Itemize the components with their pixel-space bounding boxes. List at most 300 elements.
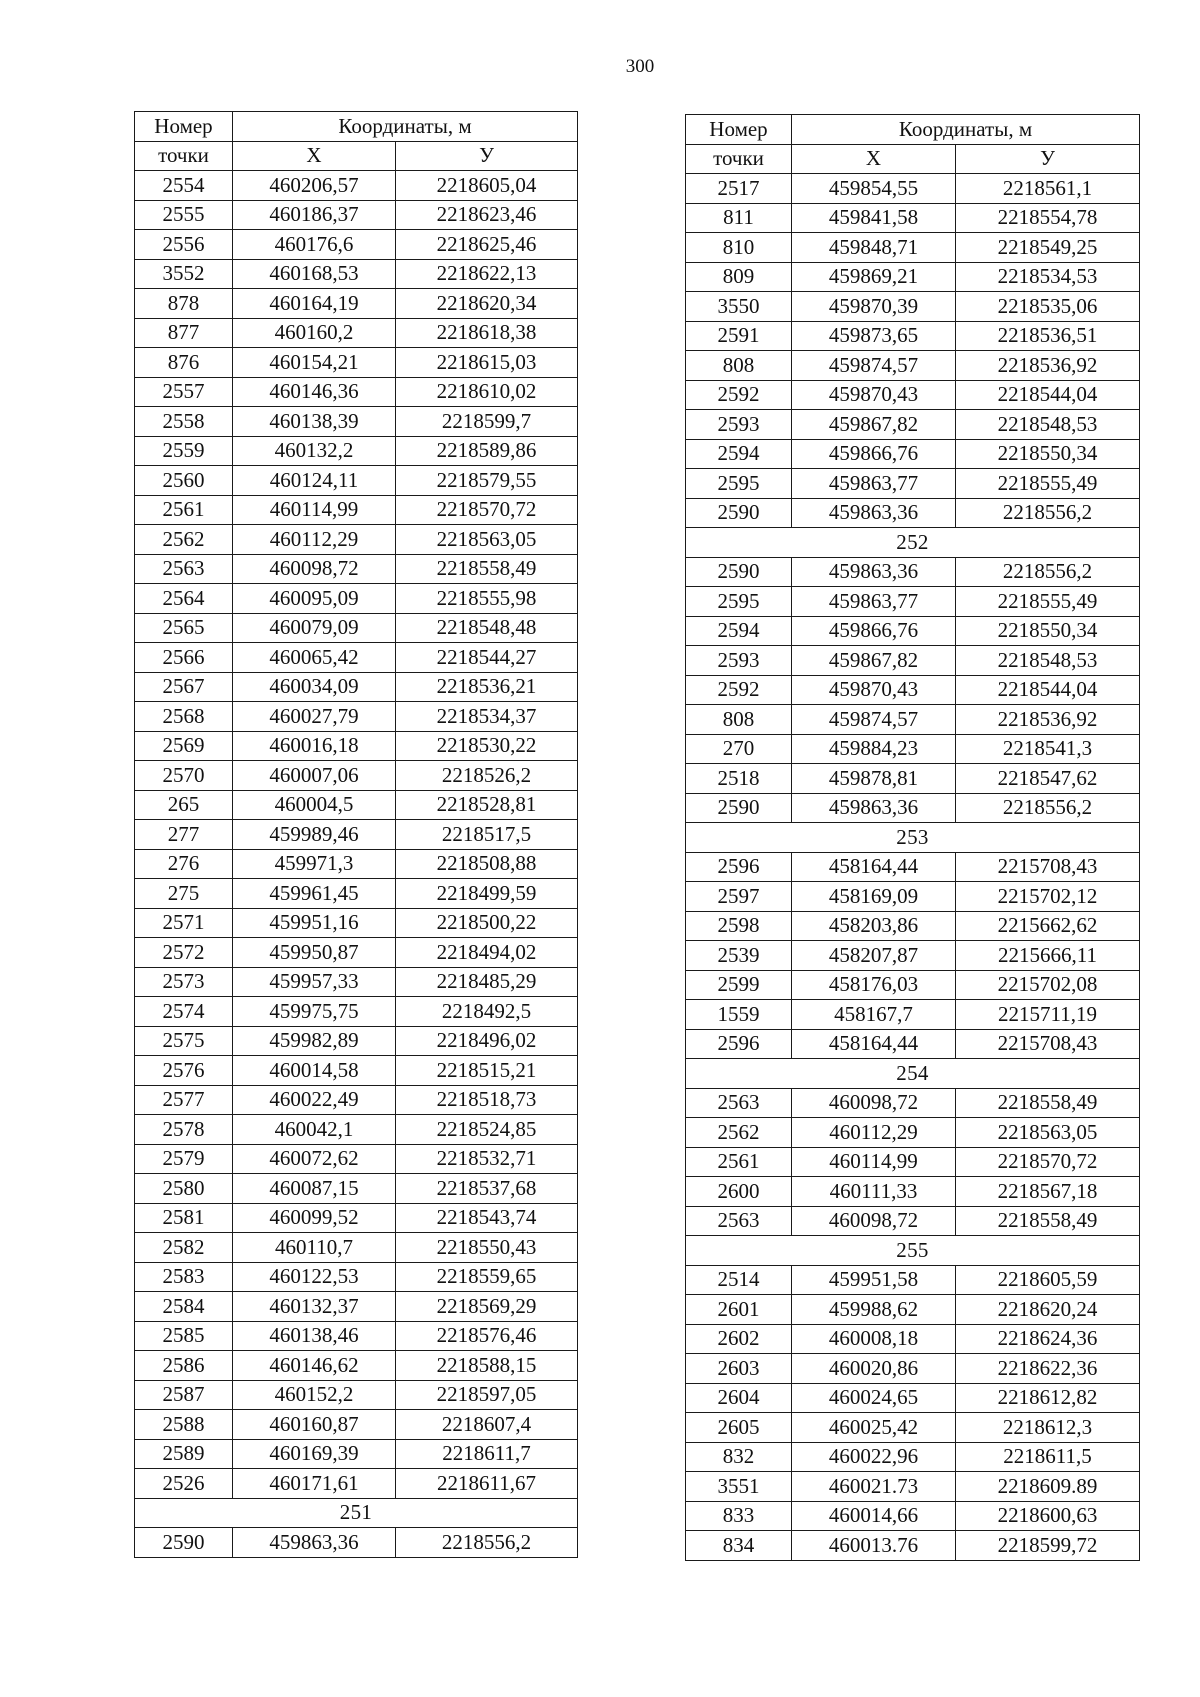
table-row [135,879,578,909]
y-column-header: У [396,141,578,171]
x-coordinate: 458169,09 [792,882,956,912]
x-coordinate: 458176,03 [792,970,956,1000]
y-coordinate: 2218558,49 [396,554,578,584]
point-number: 877 [135,318,233,348]
point-number: 2594 [686,616,792,646]
y-coordinate: 2218550,43 [396,1233,578,1263]
y-coordinate: 2218544,27 [396,643,578,673]
point-number: 2579 [135,1144,233,1174]
y-coordinate: 2218534,53 [956,262,1140,292]
table-row [135,1144,578,1174]
point-number: 2581 [135,1203,233,1233]
x-coordinate: 460112,29 [233,525,396,555]
table-row [686,1206,1140,1236]
table-row [686,1000,1140,1030]
y-coordinate: 2218508,88 [396,849,578,879]
x-coordinate: 460042,1 [233,1115,396,1145]
x-coordinate: 460112,29 [792,1118,956,1148]
table-row [135,1351,578,1381]
x-coordinate: 458164,44 [792,852,956,882]
x-coordinate: 459989,46 [233,820,396,850]
point-number: 2554 [135,171,233,201]
table-row [135,1380,578,1410]
table-row [686,233,1140,263]
table-row [686,292,1140,322]
x-coordinate: 460146,62 [233,1351,396,1381]
y-coordinate: 2218599,7 [396,407,578,437]
point-number: 2576 [135,1056,233,1086]
table-row [686,262,1140,292]
x-coordinate: 460013.76 [792,1531,956,1561]
y-coordinate: 2218544,04 [956,380,1140,410]
y-coordinate: 2218534,37 [396,702,578,732]
table-row [135,967,578,997]
table-row [135,1292,578,1322]
header-row [686,115,1140,145]
point-number: 2584 [135,1292,233,1322]
x-coordinate: 460016,18 [233,731,396,761]
point-number-header: Номер [135,112,233,142]
table-row [135,790,578,820]
section-row [686,528,1140,558]
section-row [686,1059,1140,1089]
y-coordinate: 2218563,05 [956,1118,1140,1148]
point-number: 2590 [686,498,792,528]
table-row [135,938,578,968]
coordinates-body [686,174,1140,1561]
point-number: 2580 [135,1174,233,1204]
x-coordinate: 459950,87 [233,938,396,968]
point-number: 2583 [135,1262,233,1292]
point-number: 2559 [135,436,233,466]
x-coordinate: 460034,09 [233,672,396,702]
y-coordinate: 2218579,55 [396,466,578,496]
point-number: 2598 [686,911,792,941]
y-coordinate: 2218494,02 [396,938,578,968]
y-coordinate: 2218605,04 [396,171,578,201]
x-coordinate: 459873,65 [792,321,956,351]
point-number: 2569 [135,731,233,761]
y-coordinate: 2218605,59 [956,1265,1140,1295]
point-number: 2603 [686,1354,792,1384]
table-row [135,525,578,555]
coordinates-body [135,171,578,1558]
table-row [135,1026,578,1056]
point-number: 3552 [135,259,233,289]
x-coordinate: 460111,33 [792,1177,956,1207]
x-column-header: X [233,141,396,171]
table-row [135,1233,578,1263]
point-number: 2574 [135,997,233,1027]
point-number: 2605 [686,1413,792,1443]
point-number: 2575 [135,1026,233,1056]
y-coordinate: 2218541,3 [956,734,1140,764]
point-number: 2590 [135,1528,233,1558]
x-coordinate: 459867,82 [792,410,956,440]
table-row [686,1442,1140,1472]
table-row [686,1324,1140,1354]
x-column-header: X [792,144,956,174]
section-row [135,1498,578,1528]
y-coordinate: 2218610,02 [396,377,578,407]
point-number: 3550 [686,292,792,322]
point-number: 2564 [135,584,233,614]
y-coordinate: 2218544,04 [956,675,1140,705]
coordinates-table-left [134,111,578,1558]
x-coordinate: 460206,57 [233,171,396,201]
point-number-header: Номер [686,115,792,145]
table-row [135,672,578,702]
x-coordinate: 460164,19 [233,289,396,319]
x-coordinate: 460169,39 [233,1439,396,1469]
table-row [686,1472,1140,1502]
point-number: 2572 [135,938,233,968]
x-coordinate: 460014,66 [792,1501,956,1531]
table-row [686,1118,1140,1148]
point-number: 808 [686,705,792,735]
y-coordinate: 2218500,22 [396,908,578,938]
y-coordinate: 2218530,22 [396,731,578,761]
x-coordinate: 460027,79 [233,702,396,732]
table-row [686,174,1140,204]
x-coordinate: 460098,72 [233,554,396,584]
table-row [686,1383,1140,1413]
point-number: 2593 [686,410,792,440]
y-coordinate: 2218556,2 [396,1528,578,1558]
x-coordinate: 460176,6 [233,230,396,260]
y-coordinate: 2218612,3 [956,1413,1140,1443]
y-coordinate: 2218537,68 [396,1174,578,1204]
x-coordinate: 459867,82 [792,646,956,676]
point-number: 2555 [135,200,233,230]
table-row [135,702,578,732]
x-coordinate: 460160,2 [233,318,396,348]
point-number: 2566 [135,643,233,673]
x-coordinate: 460110,7 [233,1233,396,1263]
y-coordinate: 2218620,34 [396,289,578,319]
point-number: 811 [686,203,792,233]
table-row [686,646,1140,676]
table-row [686,498,1140,528]
x-coordinate: 460098,72 [792,1088,956,1118]
point-number: 276 [135,849,233,879]
x-coordinate: 458164,44 [792,1029,956,1059]
point-number: 2557 [135,377,233,407]
point-number: 265 [135,790,233,820]
y-coordinate: 2218600,63 [956,1501,1140,1531]
point-number: 2587 [135,1380,233,1410]
x-coordinate: 460152,2 [233,1380,396,1410]
table-row [135,1262,578,1292]
table-row [135,1321,578,1351]
point-number: 2595 [686,587,792,617]
x-coordinate: 459870,43 [792,675,956,705]
y-coordinate: 2218599,72 [956,1531,1140,1561]
x-coordinate: 459951,58 [792,1265,956,1295]
x-coordinate: 459982,89 [233,1026,396,1056]
y-coordinate: 2218558,49 [956,1206,1140,1236]
table-row [686,380,1140,410]
y-coordinate: 2215662,62 [956,911,1140,941]
table-row [686,764,1140,794]
y-coordinate: 2215708,43 [956,852,1140,882]
table-row [686,1088,1140,1118]
page-number: 300 [625,56,655,77]
x-coordinate: 460154,21 [233,348,396,378]
x-coordinate: 460025,42 [792,1413,956,1443]
point-number: 2588 [135,1410,233,1440]
x-coordinate: 460132,2 [233,436,396,466]
y-coordinate: 2218561,1 [956,174,1140,204]
table-row [135,407,578,437]
point-number: 2556 [135,230,233,260]
point-number: 2565 [135,613,233,643]
table-row [686,1029,1140,1059]
point-number: 2563 [686,1206,792,1236]
point-number: 2518 [686,764,792,794]
point-number: 275 [135,879,233,909]
section-row [686,1236,1140,1266]
x-coordinate: 459874,57 [792,351,956,381]
point-number: 2514 [686,1265,792,1295]
x-coordinate: 460072,62 [233,1144,396,1174]
point-number-header: точки [135,141,233,171]
table-row [686,1295,1140,1325]
y-coordinate: 2218588,15 [396,1351,578,1381]
point-number: 876 [135,348,233,378]
y-coordinate: 2218536,92 [956,351,1140,381]
x-coordinate: 460008,18 [792,1324,956,1354]
table-row [135,1469,578,1499]
x-coordinate: 459870,43 [792,380,956,410]
table-row [686,1501,1140,1531]
y-coordinate: 2218550,34 [956,439,1140,469]
y-coordinate: 2218499,59 [396,879,578,909]
table-row [686,1147,1140,1177]
table-row [135,1056,578,1086]
x-coordinate: 460014,58 [233,1056,396,1086]
table-row [135,1203,578,1233]
table-row [135,1174,578,1204]
x-coordinate: 459884,23 [792,734,956,764]
point-number: 2562 [135,525,233,555]
table-row [686,941,1140,971]
y-coordinate: 2218548,53 [956,646,1140,676]
point-number: 2563 [135,554,233,584]
y-coordinate: 2218624,36 [956,1324,1140,1354]
table-row [135,318,578,348]
x-coordinate: 459866,76 [792,439,956,469]
y-coordinate: 2218554,78 [956,203,1140,233]
table-row [686,1265,1140,1295]
x-coordinate: 459863,36 [792,793,956,823]
table-row [135,436,578,466]
coordinates-header: Координаты, м [792,115,1140,145]
table-row [135,230,578,260]
table-row [686,1177,1140,1207]
table-row [135,466,578,496]
point-number: 2592 [686,675,792,705]
table-row [686,1354,1140,1384]
x-coordinate: 459975,75 [233,997,396,1027]
y-coordinate: 2218597,05 [396,1380,578,1410]
y-coordinate: 2218496,02 [396,1026,578,1056]
table-row [135,1528,578,1558]
x-coordinate: 460186,37 [233,200,396,230]
section-number: 251 [135,1498,578,1528]
table-row [135,584,578,614]
y-coordinate: 2218570,72 [396,495,578,525]
table-row [686,852,1140,882]
x-coordinate: 459866,76 [792,616,956,646]
y-coordinate: 2218589,86 [396,436,578,466]
table-row [135,289,578,319]
point-number: 2573 [135,967,233,997]
x-coordinate: 460114,99 [233,495,396,525]
y-coordinate: 2218556,2 [956,498,1140,528]
table-row [686,705,1140,735]
y-coordinate: 2218518,73 [396,1085,578,1115]
point-number: 2602 [686,1324,792,1354]
table-row [135,171,578,201]
y-coordinate: 2218555,98 [396,584,578,614]
x-coordinate: 460122,53 [233,1262,396,1292]
x-coordinate: 459841,58 [792,203,956,233]
point-number: 277 [135,820,233,850]
table-row [686,469,1140,499]
y-coordinate: 2218548,48 [396,613,578,643]
y-coordinate: 2218623,46 [396,200,578,230]
y-coordinate: 2218550,34 [956,616,1140,646]
section-number: 255 [686,1236,1140,1266]
point-number: 2586 [135,1351,233,1381]
y-coordinate: 2218517,5 [396,820,578,850]
y-coordinate: 2218536,51 [956,321,1140,351]
y-coordinate: 2218559,65 [396,1262,578,1292]
table-row [135,997,578,1027]
x-coordinate: 459878,81 [792,764,956,794]
x-coordinate: 460114,99 [792,1147,956,1177]
x-coordinate: 460168,53 [233,259,396,289]
y-coordinate: 2218528,81 [396,790,578,820]
x-coordinate: 460007,06 [233,761,396,791]
y-coordinate: 2218622,36 [956,1354,1140,1384]
x-coordinate: 460099,52 [233,1203,396,1233]
y-coordinate: 2218563,05 [396,525,578,555]
y-coordinate: 2218611,67 [396,1469,578,1499]
x-coordinate: 460138,46 [233,1321,396,1351]
table-row [686,410,1140,440]
table-row [686,1531,1140,1561]
x-coordinate: 459863,36 [792,498,956,528]
x-coordinate: 459874,57 [792,705,956,735]
x-coordinate: 459951,16 [233,908,396,938]
x-coordinate: 460138,39 [233,407,396,437]
x-coordinate: 458167,7 [792,1000,956,1030]
y-coordinate: 2215708,43 [956,1029,1140,1059]
x-coordinate: 460098,72 [792,1206,956,1236]
y-coordinate: 2218543,74 [396,1203,578,1233]
y-coordinate: 2218622,13 [396,259,578,289]
table-row [686,203,1140,233]
x-coordinate: 458207,87 [792,941,956,971]
x-coordinate: 459863,36 [233,1528,396,1558]
x-coordinate: 460021.73 [792,1472,956,1502]
table-row [135,377,578,407]
point-number: 3551 [686,1472,792,1502]
point-number: 834 [686,1531,792,1561]
y-coordinate: 2218607,4 [396,1410,578,1440]
section-number: 254 [686,1059,1140,1089]
y-coordinate: 2218555,49 [956,469,1140,499]
table-row [135,849,578,879]
point-number: 2577 [135,1085,233,1115]
header-row [135,141,578,171]
point-number: 2517 [686,174,792,204]
x-coordinate: 460087,15 [233,1174,396,1204]
x-coordinate: 460132,37 [233,1292,396,1322]
header-row [135,112,578,142]
y-coordinate: 2218625,46 [396,230,578,260]
y-coordinate: 2218620,24 [956,1295,1140,1325]
x-coordinate: 460079,09 [233,613,396,643]
table-row [686,587,1140,617]
x-coordinate: 459971,3 [233,849,396,879]
y-coordinate: 2218526,2 [396,761,578,791]
table-row [135,259,578,289]
y-coordinate: 2218558,49 [956,1088,1140,1118]
x-coordinate: 458203,86 [792,911,956,941]
x-coordinate: 460146,36 [233,377,396,407]
x-coordinate: 459848,71 [792,233,956,263]
point-number: 2604 [686,1383,792,1413]
table-row [135,761,578,791]
y-coordinate: 2218576,46 [396,1321,578,1351]
point-number: 810 [686,233,792,263]
y-coordinate: 2215702,08 [956,970,1140,1000]
y-coordinate: 2218570,72 [956,1147,1140,1177]
coordinates-header: Координаты, м [233,112,578,142]
coordinates-table-right [685,114,1140,1561]
point-number: 270 [686,734,792,764]
point-number: 2593 [686,646,792,676]
table-row [135,1439,578,1469]
y-coordinate: 2218556,2 [956,793,1140,823]
point-number: 808 [686,351,792,381]
point-number: 2561 [686,1147,792,1177]
x-coordinate: 460022,96 [792,1442,956,1472]
x-coordinate: 460124,11 [233,466,396,496]
y-coordinate: 2218609.89 [956,1472,1140,1502]
y-column-header: У [956,144,1140,174]
point-number-header: точки [686,144,792,174]
y-coordinate: 2218535,06 [956,292,1140,322]
table-row [135,348,578,378]
point-number: 2571 [135,908,233,938]
section-number: 252 [686,528,1140,558]
point-number: 2562 [686,1118,792,1148]
point-number: 2600 [686,1177,792,1207]
point-number: 2596 [686,852,792,882]
y-coordinate: 2218485,29 [396,967,578,997]
y-coordinate: 2218567,18 [956,1177,1140,1207]
point-number: 2594 [686,439,792,469]
y-coordinate: 2218547,62 [956,764,1140,794]
point-number: 2567 [135,672,233,702]
x-coordinate: 460004,5 [233,790,396,820]
point-number: 2592 [686,380,792,410]
point-number: 2563 [686,1088,792,1118]
